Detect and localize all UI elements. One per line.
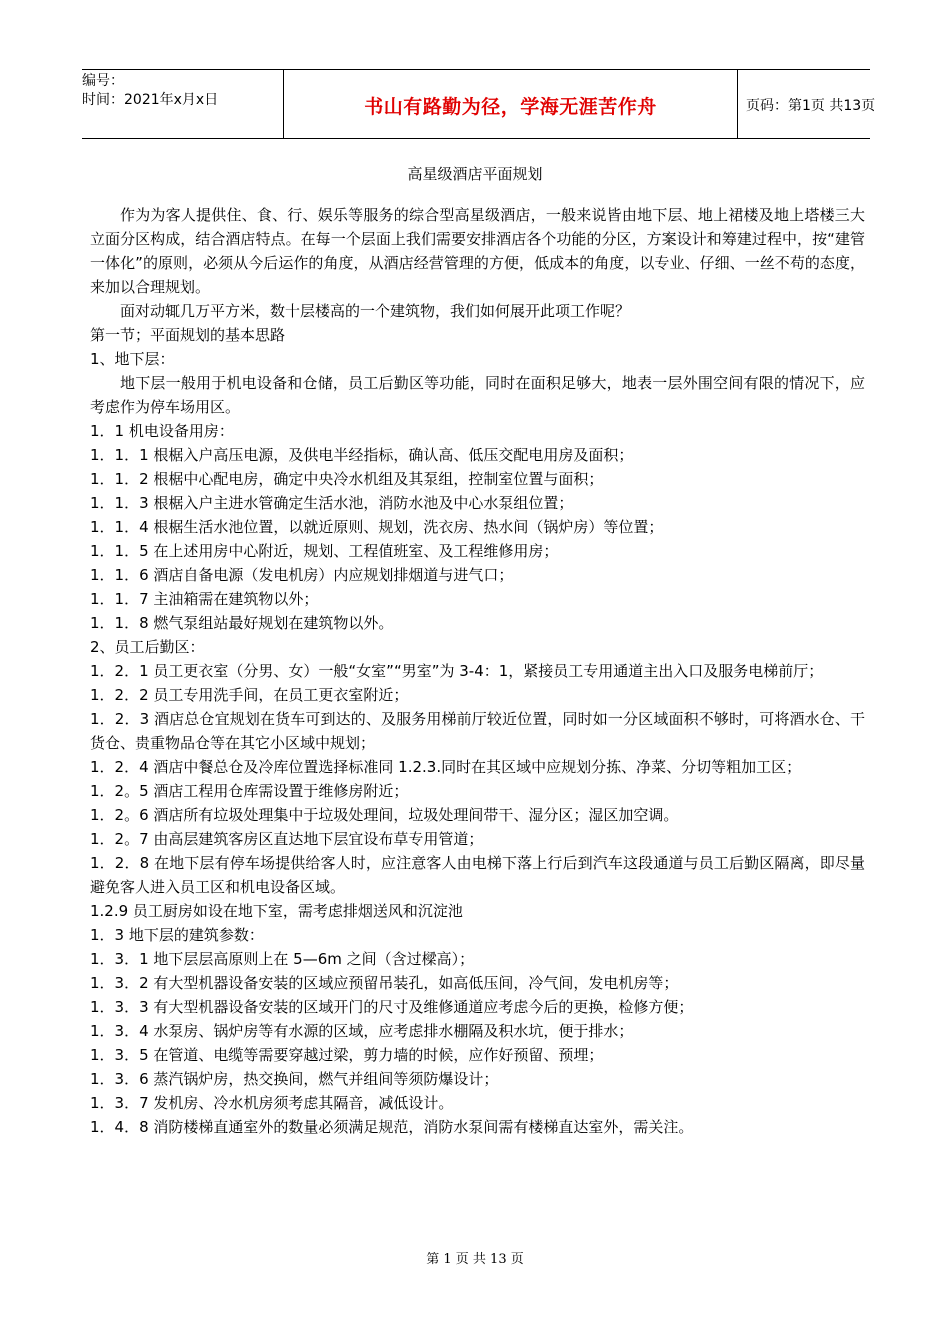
body-paragraph: 面对动辄几万平方米，数十层楼高的一个建筑物，我们如何展开此项工作呢？ <box>120 302 631 320</box>
page-footer: 第 1 页 共 13 页 <box>426 1252 524 1267</box>
list-item: 1.2.9 员工厨房如设在地下室，需考虑排烟送风和沉淀池 <box>90 902 463 920</box>
list-item: 1．1．3 根椐入户主进水管确定生活水池，消防水池及中心水泵组位置； <box>90 494 574 512</box>
list-item: 1．2．8 在地下层有停车场提供给客人时，应注意客人由电梯下落上行后到汽车这段通道与员工后勤区隔离，即尽量避免客人进入员工区和机电设备区域。 <box>90 854 865 896</box>
body-paragraph: 作为为客人提供住、食、行、娱乐等服务的综合型高星级酒店，一般来说皆由地下层、地上裙楼及地上塔楼三大立面分区构成，结合酒店特点。在每一个层面上我们需要安排酒店各个功能的分区，方案设计和筹建过程中，按“建管一体化”的原则，必须从今后运作的角度，从酒店经营管理的方便，低成本的角度，以专业、仔细、一丝不苟的态度，来加以合理规划。 <box>90 206 865 296</box>
list-item: 1．2。6 酒店所有垃圾处理集中于垃圾处理间，垃圾处理间带干、湿分区；湿区加空调。 <box>90 806 679 824</box>
list-item: 1．1．1 根椐入户高压电源，及供电半经指标，确认高、低压交配电用房及面积； <box>90 446 634 464</box>
section-heading: 第一节；平面规划的基本思路 <box>90 326 286 344</box>
document-header <box>82 69 876 139</box>
subsection-heading: 1．3 地下层的建筑参数： <box>90 926 264 944</box>
list-item: 1．3．4 水泵房、锅炉房等有水源的区域，应考虑排水棚隔及积水坑，便于排水； <box>90 1022 634 1040</box>
document-title: 高星级酒店平面规划 <box>407 165 543 183</box>
list-item: 1．3．3 有大型机器设备安装的区域开门的尺寸及维修通道应考虑今后的更换，检修方便； <box>90 998 694 1016</box>
list-item: 1．1．2 根椐中心配电房，确定中央冷水机组及其泵组，控制室位置与面积； <box>90 470 604 488</box>
list-item: 1．1．7 主油箱需在建筑物以外； <box>90 590 319 608</box>
list-item: 1．2。5 酒店工程用仓库需设置于维修房附近； <box>90 782 409 800</box>
list-item: 1．1．4 根椐生活水池位置，以就近原则、规划，洗衣房、热水间（锅炉房）等位置； <box>90 518 664 536</box>
list-item: 1．1．8 燃气泵组站最好规划在建筑物以外。 <box>90 614 394 632</box>
list-item: 1．2．4 酒店中餐总仓及冷库位置选择标准同 1.2.3.同时在其区域中应规划分拣、净菜、分切等粗加工区； <box>90 758 802 776</box>
list-item: 1．1．5 在上述用房中心附近，规划、工程值班室、及工程维修用房； <box>90 542 559 560</box>
header-page-cell <box>738 70 876 138</box>
subsection-heading: 1、地下层： <box>90 350 175 368</box>
list-item: 1．3．7 发机房、冷水机房须考虑其隔音，减低设计。 <box>90 1094 454 1112</box>
header-motto-cell <box>283 70 738 138</box>
subsection-heading: 1．1 机电设备用房： <box>90 422 234 440</box>
header-motto: 书山有路勤为径，学海无涯苦作舟 <box>364 96 657 118</box>
list-item: 1．4．8 消防楼梯直通室外的数量必须满足规范，消防水泵间需有楼梯直达室外，需关注。 <box>90 1118 694 1136</box>
header-meta <box>82 70 283 138</box>
list-item: 1．3．6 蒸汽锅炉房，热交换间，燃气并组间等须防爆设计； <box>90 1070 499 1088</box>
subsection-heading: 2、员工后勤区： <box>90 638 205 656</box>
document-date: 时间：2021年x月x日 <box>82 92 219 108</box>
list-item: 1．3．1 地下层层高原则上在 5—6m 之间（含过樑高）； <box>90 950 475 968</box>
list-item: 1．2．2 员工专用洗手间，在员工更衣室附近； <box>90 686 409 704</box>
document-number-label: 编号： <box>82 73 124 89</box>
list-item: 1．3．5 在管道、电缆等需要穿越过梁，剪力墙的时候，应作好预留、预埋； <box>90 1046 604 1064</box>
list-item: 1．3．2 有大型机器设备安装的区域应预留吊装孔，如高低压间，冷气间，发电机房等； <box>90 974 679 992</box>
list-item: 1．1．6 酒店自备电源（发电机房）内应规划排烟道与进气口； <box>90 566 514 584</box>
header-page-info: 页码：第1页 共13页 <box>746 98 876 114</box>
document-body <box>90 203 865 1139</box>
list-item: 1．2．1 员工更衣室（分男、女）一般“女室”“男室”为 3-4：1，紧接员工专用通道主出入口及服务电梯前厅； <box>90 662 824 680</box>
list-item: 1．2。7 由高层建筑客房区直达地下层宜设布草专用管道； <box>90 830 484 848</box>
list-item: 1．2．3 酒店总仓宜规划在货车可到达的、及服务用梯前厅较近位置，同时如一分区域面积不够时，可将酒水仓、干货仓、贵重物品仓等在其它小区域中规划； <box>90 710 865 752</box>
body-paragraph: 地下层一般用于机电设备和仓储，员工后勤区等功能，同时在面积足够大，地表一层外围空间有限的情况下，应考虑作为停车场用区。 <box>90 374 865 416</box>
